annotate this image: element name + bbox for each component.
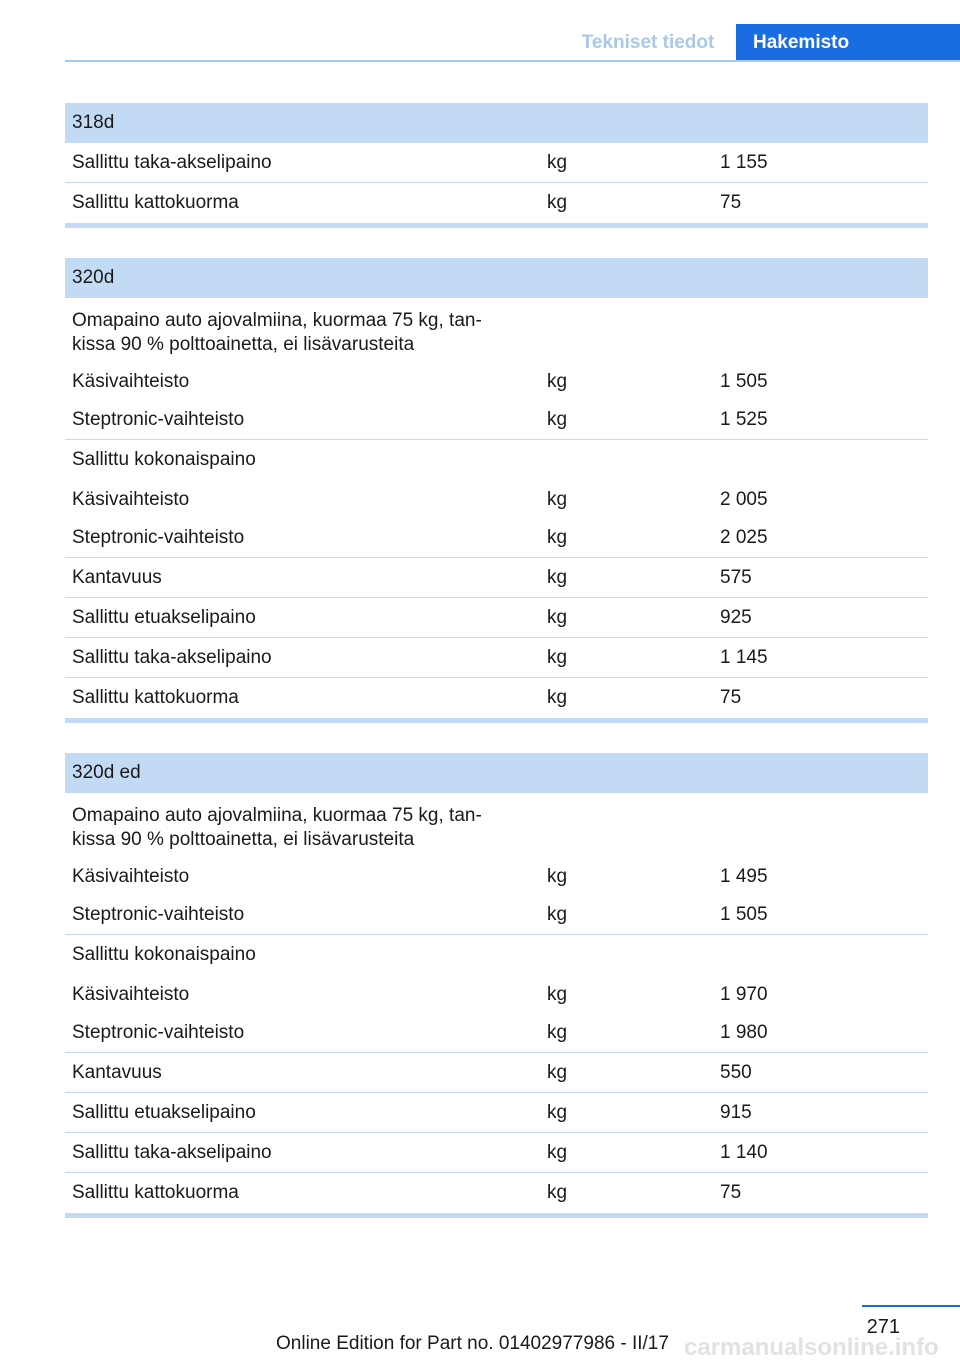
spec-table-320d — [65, 258, 928, 723]
page-number: 271 — [866, 1316, 900, 1338]
row-value: 1 505 — [720, 904, 768, 925]
table-row — [65, 1133, 928, 1173]
table-note — [65, 298, 928, 362]
row-label: Steptronic-vaihteisto — [72, 904, 245, 925]
table-row — [65, 1014, 928, 1053]
table-row — [65, 143, 928, 183]
table-note — [65, 793, 928, 857]
row-unit: kg — [547, 151, 568, 173]
row-label: Steptronic-vaihteisto — [72, 409, 245, 430]
note-line-1: Omapaino auto ajovalmiina, kuormaa 75 kg, tan- — [72, 805, 482, 826]
table-row — [65, 1093, 928, 1133]
row-value: 575 — [720, 566, 752, 588]
table-row — [65, 362, 928, 401]
spec-table-320d-ed — [65, 753, 928, 1218]
spec-table-318d — [65, 103, 928, 228]
row-label: Sallittu kattokuorma — [72, 192, 239, 213]
tab-hakemisto[interactable]: Hakemisto — [736, 24, 960, 61]
row-label: Sallittu kokonaispaino — [72, 944, 256, 965]
row-unit: kg — [547, 1182, 568, 1203]
row-label: Sallittu taka-akselipaino — [72, 1141, 272, 1163]
table-subheading — [65, 440, 928, 480]
watermark: carmanualsonline.info — [684, 1334, 939, 1361]
row-label: Sallittu kattokuorma — [72, 687, 239, 708]
table-row — [65, 183, 928, 223]
row-label: Sallittu taka-akselipaino — [72, 646, 272, 668]
row-label: Kantavuus — [72, 566, 162, 588]
row-label: Sallittu kattokuorma — [72, 1182, 239, 1203]
row-unit: kg — [547, 1022, 568, 1043]
row-unit: kg — [547, 370, 568, 392]
row-value: 1 980 — [720, 1022, 768, 1043]
row-label: Käsivaihteisto — [72, 983, 190, 1005]
edition-note: Online Edition for Part no. 01402977986 - II/17 — [276, 1333, 669, 1354]
row-value: 1 970 — [720, 983, 768, 1005]
table-title: 318d — [65, 103, 928, 143]
table-row — [65, 480, 928, 519]
row-value: 2 025 — [720, 527, 768, 548]
row-value: 925 — [720, 606, 752, 628]
row-value: 1 145 — [720, 646, 768, 668]
table-end-rule — [65, 1213, 928, 1218]
note-text — [65, 804, 928, 852]
row-unit: kg — [547, 606, 568, 628]
row-unit: kg — [547, 566, 568, 588]
row-value: 75 — [720, 687, 742, 708]
row-label: Steptronic-vaihteisto — [72, 1022, 245, 1043]
row-label: Kantavuus — [72, 1061, 162, 1083]
row-value: 75 — [720, 1182, 742, 1203]
row-unit: kg — [547, 192, 568, 213]
note-line-1: Omapaino auto ajovalmiina, kuormaa 75 kg, tan- — [72, 310, 482, 331]
table-row — [65, 1053, 928, 1093]
row-label: Käsivaihteisto — [72, 865, 190, 887]
row-unit: kg — [547, 488, 568, 510]
table-row — [65, 519, 928, 558]
row-unit: kg — [547, 646, 568, 668]
row-label: Sallittu etuakselipaino — [72, 606, 256, 628]
table-subheading — [65, 935, 928, 975]
note-line-2: kissa 90 % polttoainetta, ei lisävarusteita — [72, 334, 415, 355]
row-label: Sallittu taka-akselipaino — [72, 151, 272, 173]
table-end-rule — [65, 223, 928, 228]
row-unit: kg — [547, 865, 568, 887]
footer-divider — [862, 1305, 960, 1307]
row-unit: kg — [547, 904, 568, 925]
row-unit: kg — [547, 687, 568, 708]
row-value: 550 — [720, 1061, 752, 1083]
table-end-rule — [65, 718, 928, 723]
row-label: Käsivaihteisto — [72, 370, 190, 392]
tab-tekniset-tiedot[interactable]: Tekniset tiedot — [581, 31, 715, 53]
table-row — [65, 598, 928, 638]
row-value: 1 155 — [720, 151, 768, 173]
spec-tables — [65, 103, 928, 1248]
row-label: Sallittu kokonaispaino — [72, 449, 256, 470]
table-row — [65, 401, 928, 440]
row-value: 2 005 — [720, 488, 768, 510]
row-unit: kg — [547, 1141, 568, 1163]
row-value: 1 495 — [720, 865, 768, 887]
note-line-2: kissa 90 % polttoainetta, ei lisävarusteita — [72, 829, 415, 850]
row-unit: kg — [547, 1061, 568, 1083]
row-value: 1 505 — [720, 370, 768, 392]
table-row — [65, 1173, 928, 1213]
row-label: Sallittu etuakselipaino — [72, 1101, 256, 1123]
table-row — [65, 857, 928, 896]
table-title: 320d — [65, 258, 928, 298]
note-text — [65, 309, 928, 357]
table-row — [65, 975, 928, 1014]
row-value: 1 140 — [720, 1141, 768, 1163]
page-header — [0, 0, 960, 62]
row-unit: kg — [547, 983, 568, 1005]
row-unit: kg — [547, 527, 568, 548]
header-divider — [65, 60, 960, 62]
row-label: Käsivaihteisto — [72, 488, 190, 510]
table-row — [65, 896, 928, 935]
row-unit: kg — [547, 409, 568, 430]
row-label: Steptronic-vaihteisto — [72, 527, 245, 548]
row-value: 1 525 — [720, 409, 768, 430]
row-unit: kg — [547, 1101, 568, 1123]
table-title: 320d ed — [65, 753, 928, 793]
row-value: 75 — [720, 192, 742, 213]
table-row — [65, 558, 928, 598]
table-row — [65, 678, 928, 718]
table-row — [65, 638, 928, 678]
row-value: 915 — [720, 1101, 752, 1123]
